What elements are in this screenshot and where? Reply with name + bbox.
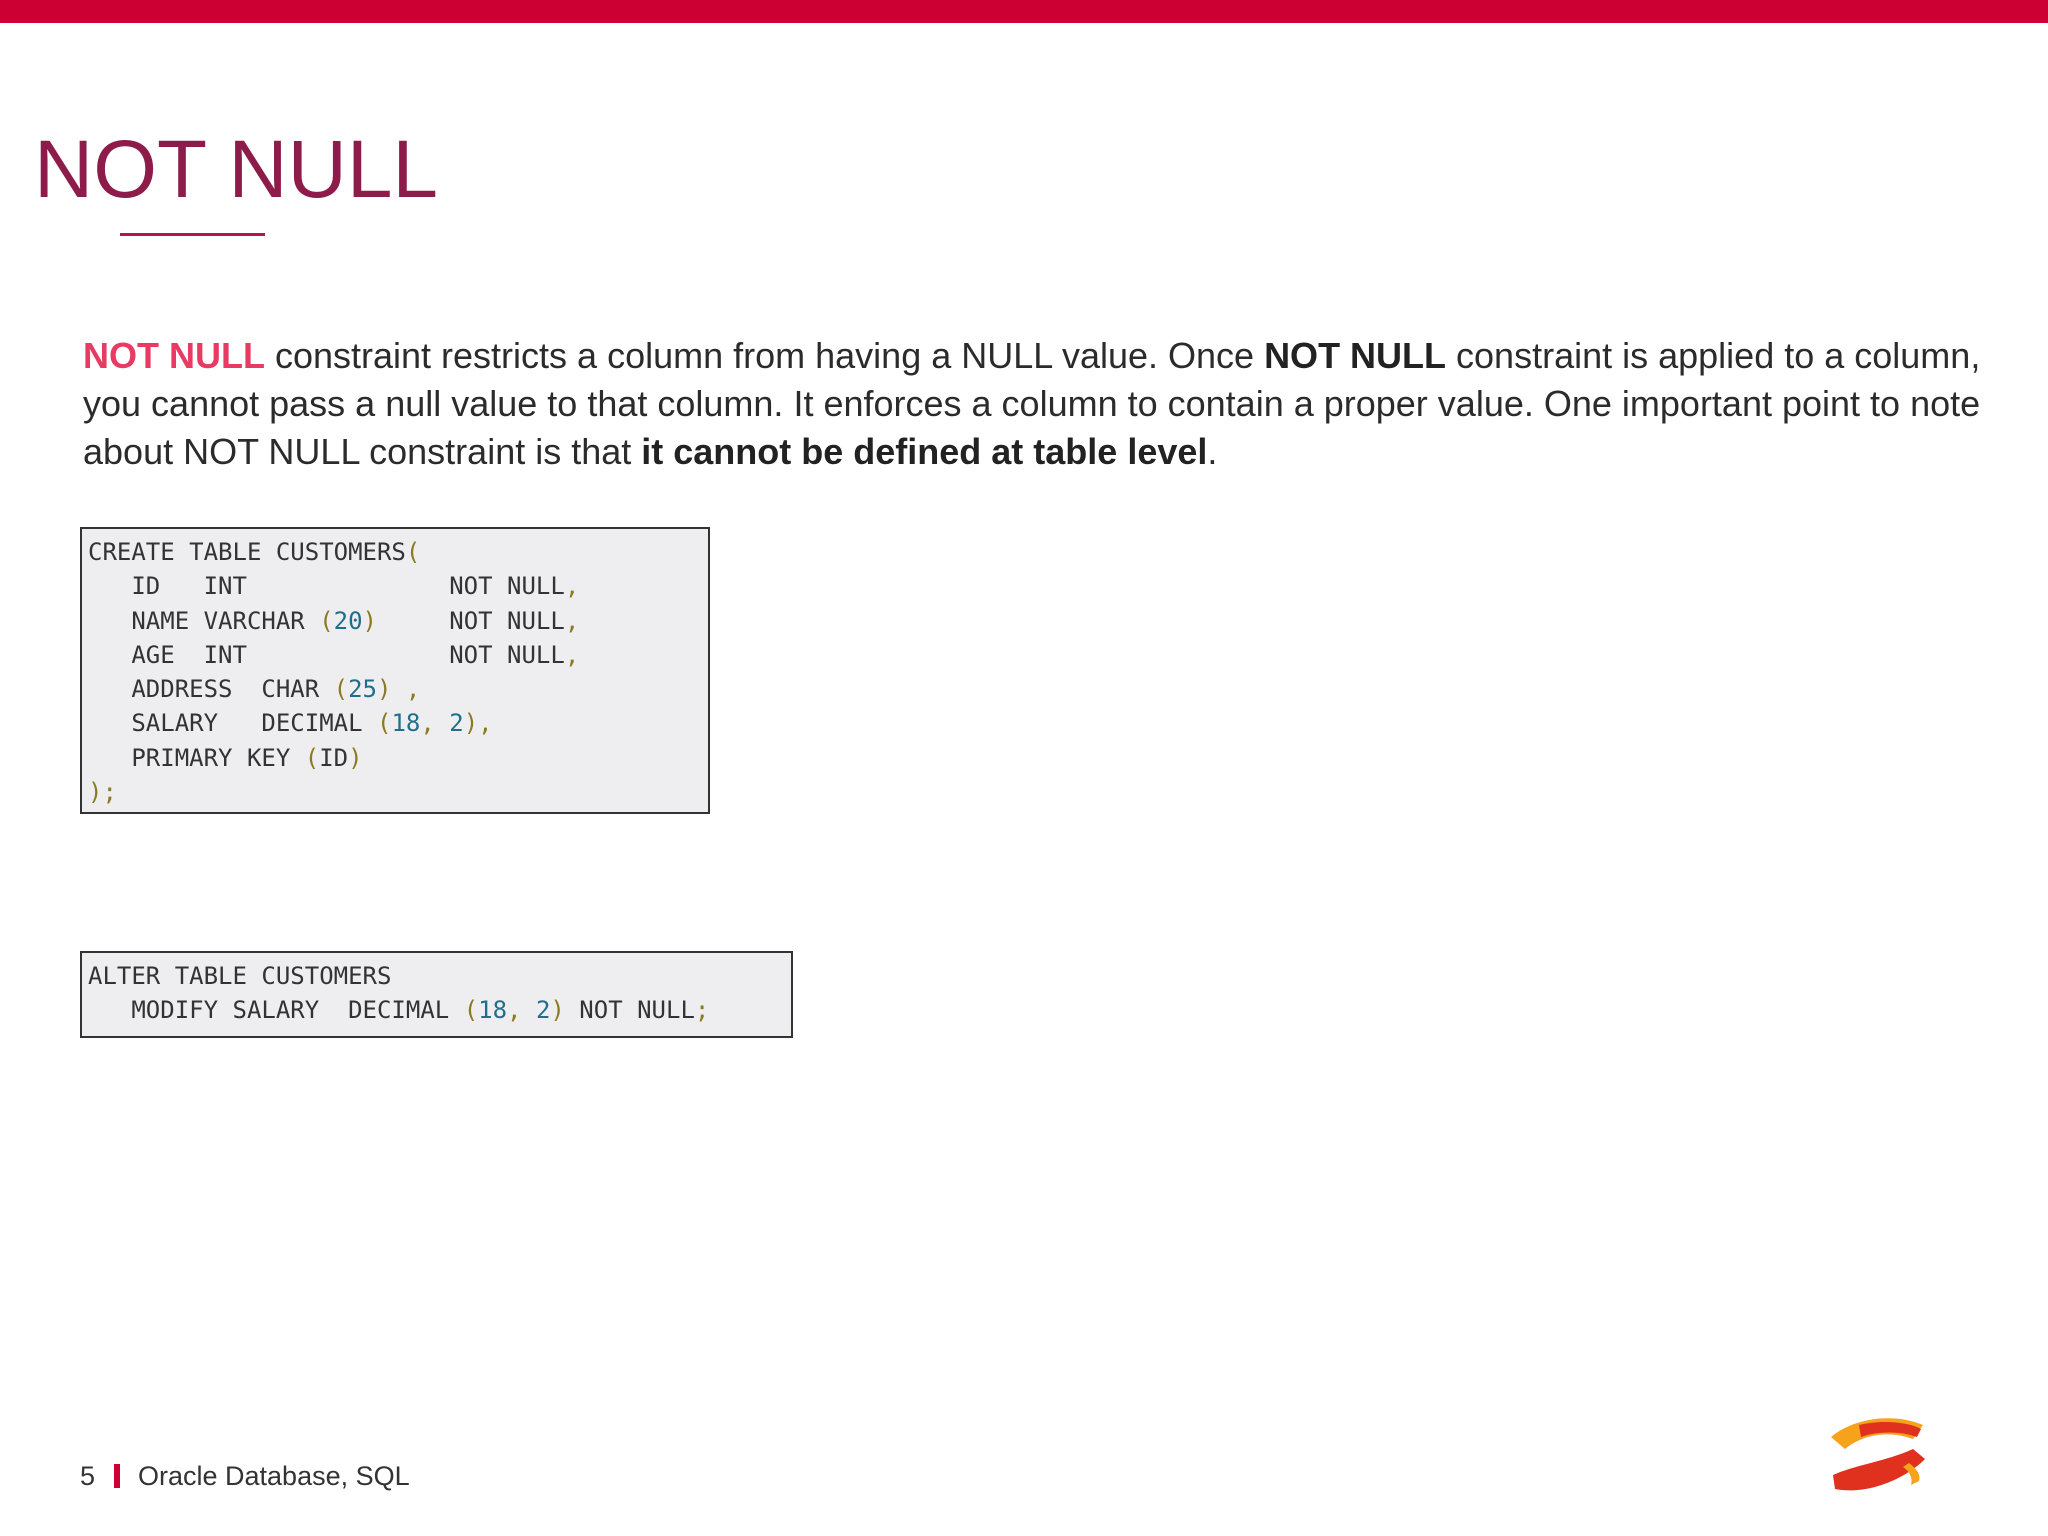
paragraph-text-2: constraint is applied to a column, you cannot pass a null value to that column. It enforces a column to contain a proper value. One important point to note about NOT NULL constraint is that [83, 335, 1981, 472]
page-number: 5 [80, 1461, 96, 1491]
footer-divider [114, 1464, 120, 1488]
code-line: AGE INT NOT NULL, [88, 640, 580, 669]
alter-table-code-block [80, 951, 793, 1038]
code-line: ADDRESS CHAR (25) , [88, 675, 421, 704]
paragraph-text-1: constraint restricts a column from having a NULL value. Once [264, 335, 1265, 376]
code-line: NAME VARCHAR (20) NOT NULL, [88, 606, 580, 635]
code-line: CREATE TABLE CUSTOMERS( [88, 538, 421, 566]
code-line: ID INT NOT NULL, [88, 572, 580, 601]
top-accent-bar [0, 0, 2048, 23]
bold-term: NOT NULL [1264, 335, 1447, 376]
sopra-steria-logo-icon [1825, 1415, 1930, 1493]
create-table-code-block [80, 527, 710, 814]
slide-title: NOT NULL [34, 124, 439, 215]
code-line: ); [88, 778, 117, 807]
code-line: ALTER TABLE CUSTOMERS [88, 962, 392, 990]
bold-phrase: it cannot be defined at table level [641, 431, 1208, 472]
footer-label: Oracle Database, SQL [138, 1461, 410, 1491]
code-line: SALARY DECIMAL (18, 2), [88, 709, 493, 738]
description-paragraph [83, 332, 1983, 476]
code-line: MODIFY SALARY DECIMAL (18, 2) NOT NULL; [88, 996, 710, 1025]
accent-term: NOT NULL [83, 335, 265, 376]
title-underline [120, 233, 265, 236]
paragraph-text-end: . [1207, 431, 1218, 472]
slide-footer [80, 1458, 410, 1494]
code-line: PRIMARY KEY (ID) [88, 743, 363, 772]
